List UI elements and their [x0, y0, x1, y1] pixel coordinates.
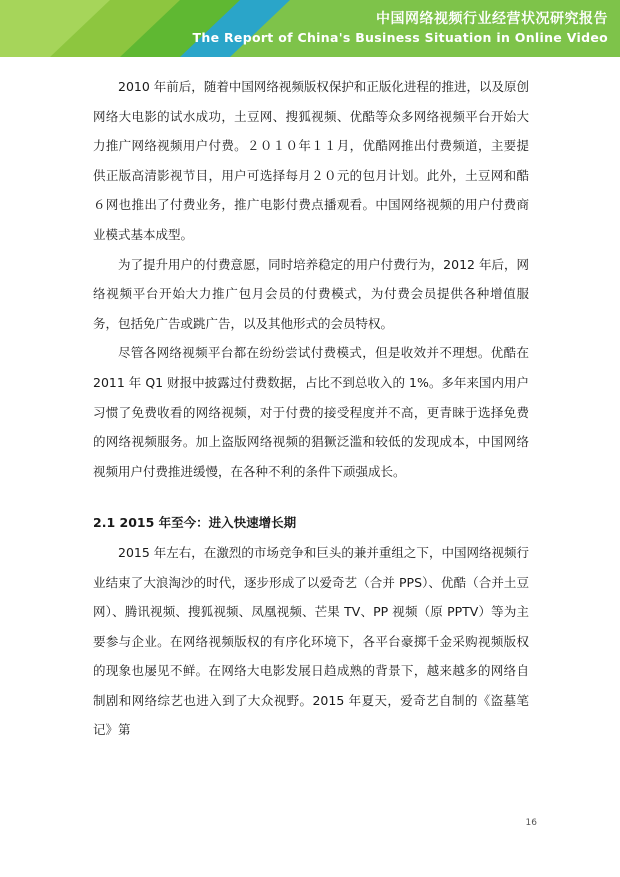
document-body — [93, 72, 529, 745]
report-title-english: The Report of China's Business Situation in Online Video — [192, 30, 608, 45]
body-paragraph: 为了提升用户的付费意愿，同时培养稳定的用户付费行为，2012 年后，网络视频平台开始大力推广包月会员的付费模式，为付费会员提供各种增值服务，包括免广告或跳广告，以及其他形式的会员特权。 — [93, 256, 529, 331]
page-number: 16 — [525, 818, 537, 828]
body-paragraph: 尽管各网络视频平台都在纷纷尝试付费模式，但是收效并不理想。优酷在 2011 年 Q1 财报中披露过付费数据，占比不到总收入的 1%。多年来国内用户习惯了免费收看的网络视频，对于付费的接受程度并不高，更青睐于选择免费的网络视频服务。加上盗版网络视频的猖獗泛滥和较低的发现成本，中国网络视频用户付费推进缓慢，在各种不利的条件下顽强成长。 — [93, 345, 529, 479]
section-heading: 2.1 2015 年至今：进入快速增长期 — [93, 515, 297, 531]
header-decorative-stripes — [0, 0, 370, 57]
report-header-banner — [0, 0, 620, 57]
report-title-chinese: 中国网络视频行业经营状况研究报告 — [376, 11, 608, 27]
section-paragraph: 2015 年左右，在激烈的市场竞争和巨头的兼并重组之下，中国网络视频行业结束了大浪淘沙的时代，逐步形成了以爱奇艺（合并 PPS）、优酷（合并土豆网）、腾讯视频、搜狐视频、凤凰视频、芒果 TV、PP 视频（原 PPTV）等为主要参与企业。在网络视频版权的有序化环境下，各平台豪掷千金采购视频版权的现象也屡见不鲜。在网络大电影发展日趋成熟的背景下，越来越多的网络自制剧和网络综艺也进入到了大众视野。2015 年夏天，爱奇艺自制的《盗墓笔记》第 — [93, 544, 529, 738]
body-paragraph: 2010 年前后，随着中国网络视频版权保护和正版化进程的推进，以及原创网络大电影的试水成功，土豆网、搜狐视频、优酷等众多网络视频平台开始大力推广网络视频用户付费。２０１０年１１月，优酷网推出付费频道，主要提供正版高清影视节目，用户可选择每月２０元的包月计划。此外，土豆网和酷６网也推出了付费业务，推广电影付费点播观看。中国网络视频的用户付费商业模式基本成型。 — [93, 79, 529, 242]
